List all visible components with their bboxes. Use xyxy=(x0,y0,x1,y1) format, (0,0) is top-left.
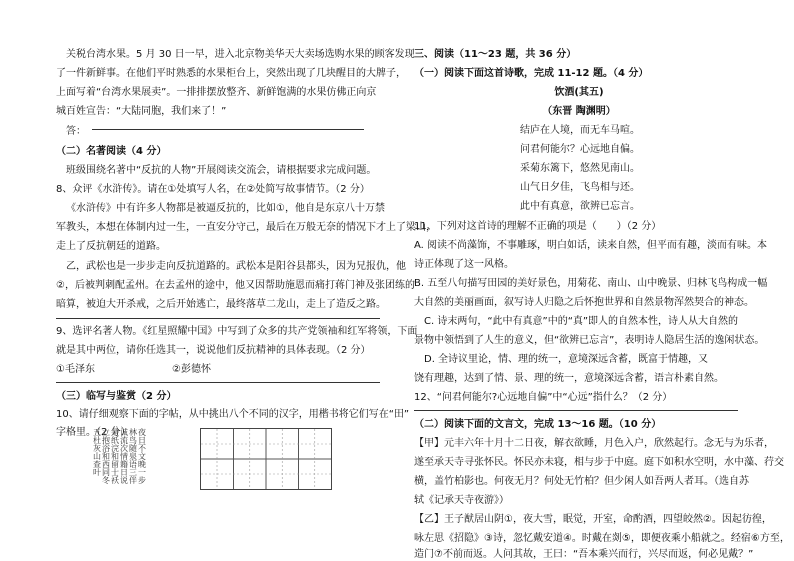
q8-line: 乙，武松也是一步步走向反抗道路的。武松本是阳谷县都头，因为兄报仇，他 xyxy=(66,261,406,272)
divider xyxy=(56,318,380,319)
q8-line: 走上了反抗朝廷的道路。 xyxy=(56,241,166,252)
poem-line: 采菊东篱下，悠然见南山。 xyxy=(520,163,640,174)
part2-title: （二）阅读下面的文言文，完成 13～16 题。（10 分） xyxy=(414,419,662,430)
jia-line: 【甲】元丰六年十月十二日夜，解衣欲睡，月色入户，欣然起行。念无与为乐者， xyxy=(414,438,774,449)
jia-line: 轼《记承天寺夜游》） xyxy=(414,495,509,506)
q11-option: B. 五至八句描写田园的美好景色，用菊花、南山、山中晚景、归林飞鸟构成一幅 xyxy=(414,278,768,289)
poem-author: （东晋 陶渊明） xyxy=(542,106,616,117)
grid-lines xyxy=(201,429,331,489)
answer-label: 答： xyxy=(66,126,86,137)
q11-option: 诗正体现了这一风格。 xyxy=(414,259,514,270)
yi-line: 咏左思《招隐》③诗，忽忆戴安道④。时戴在剡⑤，即便夜乘小船就之。经宿⑥方至， xyxy=(414,533,790,544)
answer-blank[interactable] xyxy=(92,129,364,130)
q11-option: 饶有理趣，达到了情、景、理的统一，意境深远含蓄，语言朴素自然。 xyxy=(414,373,724,384)
intro-line: 了一件新鲜事。在他们平时熟悉的水果柜台上，突然出现了几块醒目的大牌子， xyxy=(56,68,406,79)
jia-line: 横，盖竹柏影也。何夜无月？何处无竹柏？但少闲人如吾两人者耳。（选自苏 xyxy=(414,476,749,487)
svg-text:立抱浴和西同冬: 立抱浴和西同冬 xyxy=(101,428,111,484)
poem-line: 山气日夕佳，飞鸟相与还。 xyxy=(520,182,640,193)
q9-option: ②彭德怀 xyxy=(172,364,211,375)
q8-line: 暗算，被迫大开杀戒，之后开始逃亡，最终落草二龙山，走上了造反之路。 xyxy=(56,299,386,310)
svg-text:夜日不文晚一步: 夜日不文晚一步 xyxy=(137,428,147,484)
q9-option: ①毛泽东 xyxy=(56,364,95,375)
yi-line: 造门⑦不前而返。人问其故，王曰：“吾本乘兴而行，兴尽而返，何必见戴？” xyxy=(414,549,754,560)
q12: 12、“问君何能尔?心远地自偏”中“心远”指什么？（2 分） xyxy=(414,392,673,403)
q11-option: 景物中领悟到了人生的意义，但“欲辨已忘言”，表明诗人隐居生活的逸闲状态。 xyxy=(414,335,765,346)
divider xyxy=(414,410,738,411)
svg-text:五杜灰山查叶: 五杜灰山查叶 xyxy=(92,428,102,476)
poem-title: 饮酒(其五) xyxy=(554,87,604,98)
q11: 11、下列对这首诗的理解不正确的项是（ ）（2 分） xyxy=(414,221,662,232)
svg-text:诚流次情籍日说: 诚流次情籍日说 xyxy=(119,428,129,484)
q8-line: 军教头，本想在体制内过一生，一直安分守己，最后在万般无奈的情况下才上了梁山， xyxy=(56,222,436,233)
q11-option: A. 阅读不尚藻饰，不事雕琢，明白如话，读来自然，但平而有趣，淡而有味。本 xyxy=(414,240,768,251)
poem-line: 结庐在人境，而无车马喧。 xyxy=(520,125,640,136)
q8-line: 《水浒传》中有许多人物都是被逼反抗的，比如①，他自是东京八十万禁 xyxy=(66,203,385,214)
poem-line: 此中有真意，欲辨已忘言。 xyxy=(520,201,640,212)
intro-line: 关税台湾水果。5 月 30 日一早，进入北京物美华天大卖场选购水果的顾客发现 xyxy=(66,49,415,60)
q11-option: D. 全诗议里论，情、理的统一，意境深远含蓄，既富于情趣，又 xyxy=(424,354,709,365)
q8: 8、众评《水浒传》。请在①处填写人名，在②处简写故事情节。（2 分） xyxy=(56,184,370,195)
section3-title: （三）临写与鉴赏（2 分） xyxy=(56,391,177,402)
intro-line: 上面写着“台湾水果展卖”。一排排摆放整齐、新鲜饱满的水果仿佛正向京 xyxy=(56,87,377,98)
q10-line: 字格里。（2 分） xyxy=(56,427,131,438)
q9-line: 9、选评名著人物。《红星照耀中国》中写到了众多的共产党领袖和红军将领，下面 xyxy=(56,326,418,337)
svg-text:林鸟随泉语三伴: 林鸟随泉语三伴 xyxy=(128,428,138,484)
q10-line: 10、请仔细观察下面的字帖，从中挑出八个不同的汉字，用楷书将它们写在“田” xyxy=(56,409,410,420)
part1-title: （一）阅读下面这首诗歌，完成 11-12 题。（4 分） xyxy=(414,68,649,79)
q9-line: 就是其中两位，请你任选其一，说说他们反抗精神的具体表现。（2 分） xyxy=(56,345,371,356)
section2-intro: 班级围绕名著中“反抗的人物”开展阅读交流会，请根据要求完成问题。 xyxy=(66,165,377,176)
jia-line: 遂至承天寺寻张怀民。怀民亦未寝，相与步于中庭。庭下如积水空明，水中藻、荇交 xyxy=(414,457,784,468)
svg-text:是纸浣和留士袄: 是纸浣和留士袄 xyxy=(110,428,120,484)
section3-title: 三、阅读（11～23 题，共 36 分） xyxy=(414,49,577,60)
poem-line: 问君何能尔？心远地自偏。 xyxy=(520,144,640,155)
q11-option: C. 诗末两句，“此中有真意”中的“真”即人的自然本性，诗人从大自然的 xyxy=(424,316,739,327)
divider xyxy=(56,382,380,383)
section2-title: （二）名著阅读（4 分） xyxy=(56,146,167,157)
intro-line: 城百姓宣告：“大陆同胞，我们来了！” xyxy=(56,106,227,117)
yi-line: 【乙】王子猷居山阴①，夜大雪，眠觉，开室，命酌酒，四望皎然②。因起彷徨， xyxy=(414,514,772,525)
tianzige-grid[interactable] xyxy=(200,428,332,490)
q11-option: 大自然的美丽画面，叙写诗人归隐之后怀抱世界和自然景物浑然契合的神态。 xyxy=(414,297,754,308)
q8-line: ②，后被判刺配孟州。在去孟州的途中，他又因帮助施恩而痛打蒋门神及张团练的 xyxy=(56,280,415,291)
